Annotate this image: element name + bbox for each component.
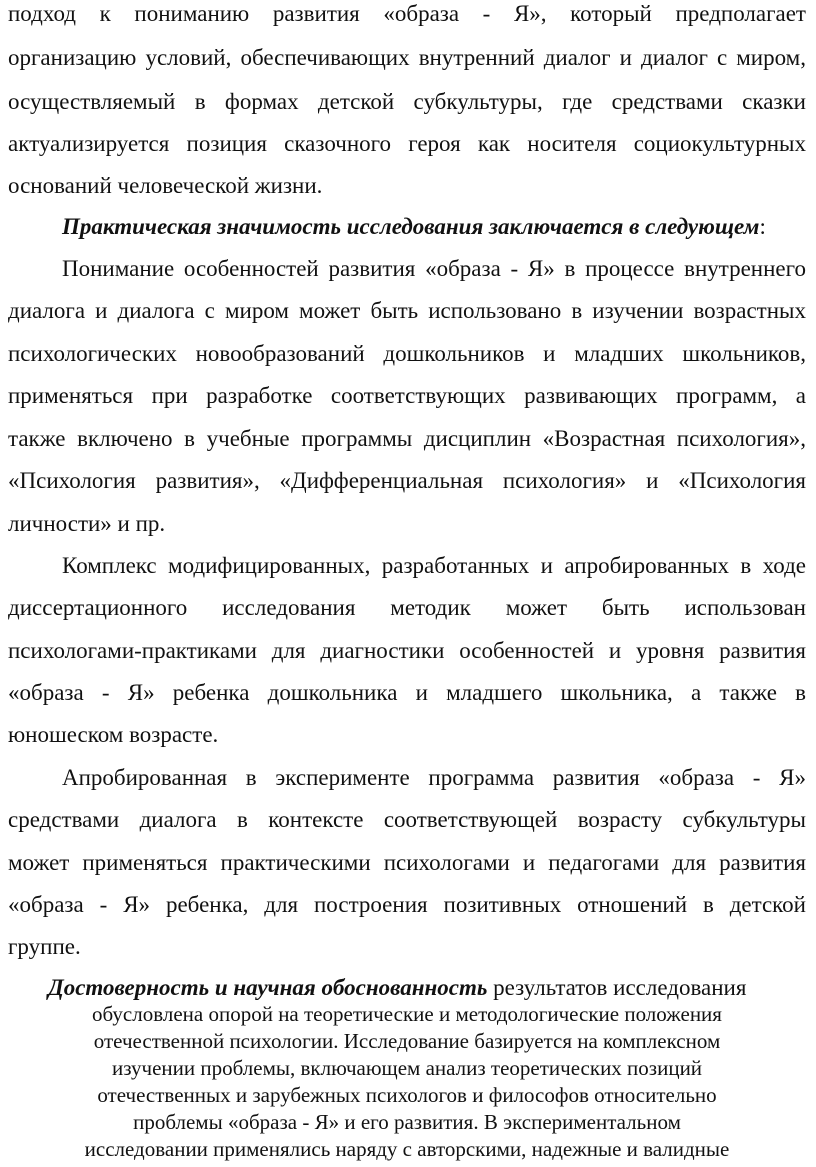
reliability-title: Достоверность и научная обоснованность [48,975,488,1000]
paragraph-2-line-2: диалога и диалога с миром может быть использовано в изучении возрастных [8,298,806,323]
paragraph-3-line-2: диссертационного исследования методик может быть использован [8,595,806,620]
paragraph-3-line-1: Комплекс модифицированных, разработанных и апробированных в ходе [62,553,806,578]
paragraph-3-line-3: психологами-практиками для диагностики особенностей и уровня развития [8,638,806,663]
paragraph-3-line-4: «образа - Я» ребенка дошкольника и младшего школьника, а также в [8,680,806,705]
paragraph-1-line-5: оснований человеческой жизни. [8,173,323,198]
reliability-line-1: обусловлена опорой на теоретические и методологические положения [92,1002,722,1026]
paragraph-1-line-3: осуществляемый в формах детской субкультуры, где средствами сказки [8,89,806,114]
paragraph-1-line-1: подход к пониманию развития «образа - Я», который предполагает [8,1,806,26]
paragraph-4-line-5: группе. [8,934,81,959]
practical-significance-heading [62,213,806,241]
reliability-line-2: отечественной психологии. Исследование базируется на комплексном [93,1029,721,1053]
paragraph-3-line-5: юношеском возрасте. [8,722,219,747]
reliability-heading-line [48,974,808,1002]
reliability-line-3: изучении проблемы, включающем анализ теоретических позиций [111,1056,703,1080]
reliability-line-4: отечественных и зарубежных психологов и философов относительно [97,1083,717,1107]
reliability-line-6: исследовании применялись наряду с авторскими, надежные и валидные [84,1137,730,1161]
paragraph-2-line-5: также включено в учебные программы дисциплин «Возрастная психология», [8,426,806,451]
paragraph-4-line-2: средствами диалога в контексте соответствующей возрасту субкультуры [8,807,806,832]
reliability-first-line-rest: результатов исследования [487,975,747,1000]
reliability-line-5: проблемы «образа - Я» и его развития. В экспериментальном [133,1110,681,1134]
paragraph-2-line-6: «Психология развития», «Дифференциальная психология» и «Психология [8,468,806,493]
paragraph-2-line-4: применяться при разработке соответствующих развивающих программ, а [8,383,806,408]
paragraph-1-line-2: организацию условий, обеспечивающих внутренний диалог и диалог с миром, [8,45,806,70]
practical-significance-colon: : [759,214,766,239]
paragraph-2-line-1: Понимание особенностей развития «образа - Я» в процессе внутреннего [62,256,806,281]
paragraph-4-line-1: Апробированная в эксперименте программа развития «образа - Я» [62,765,806,790]
paragraph-2-line-7: личности» и пр. [8,511,166,536]
paragraph-4-line-4: «образа - Я» ребенка, для построения позитивных отношений в детской [8,892,806,917]
paragraph-2-line-3: психологических новообразований дошкольников и младших школьников, [8,341,806,366]
paragraph-1-line-4: актуализируется позиция сказочного героя как носителя социокультурных [8,131,806,156]
practical-significance-title: Практическая значимость исследования заключается в следующем [62,214,760,239]
paragraph-4-line-3: может применяться практическими психологами и педагогами для развития [8,850,806,875]
